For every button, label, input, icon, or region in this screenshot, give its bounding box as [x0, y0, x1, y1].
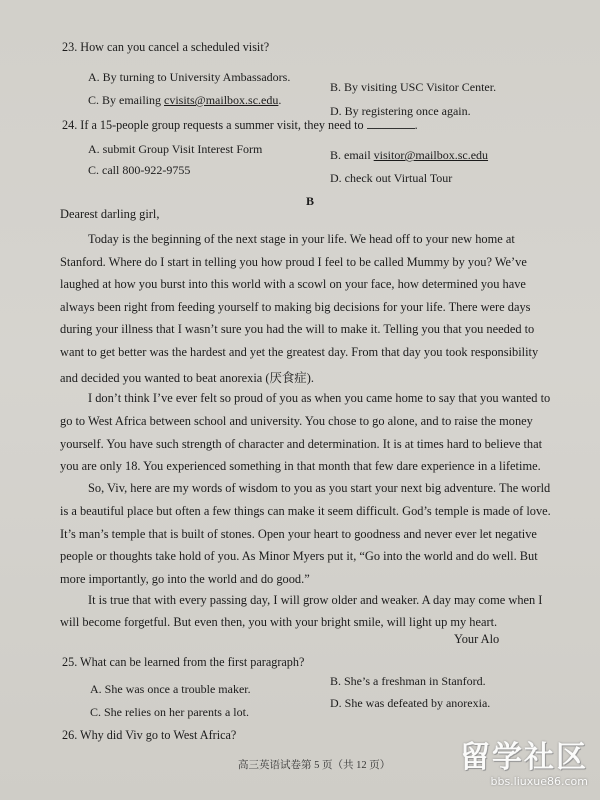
q26-stem: 26. Why did Viv go to West Africa? [62, 728, 237, 742]
letter-line: Stanford. Where do I start in telling you how proud I feel to be called Mummy by you? We’ve [60, 255, 527, 269]
q24-stem [62, 118, 418, 133]
q23-email-link: cvisits@mailbox.sc.edu [164, 93, 279, 107]
letter-line: more importantly, go into the world and do good.” [60, 572, 310, 586]
q24-option-b-prefix: B. email [330, 148, 374, 162]
q24-email-link: visitor@mailbox.sc.edu [373, 148, 489, 162]
watermark-brand: 留学社区 [460, 740, 588, 775]
q23-option-b: B. By visiting USC Visitor Center. [330, 80, 497, 94]
q23-stem: 23. How can you cancel a scheduled visit? [62, 40, 270, 54]
page-footer: 高三英语试卷第 5 页（共 12 页） [238, 760, 391, 771]
letter-line: want to get better was the hardest and yet the greatest day. From that day you took responsibility [60, 345, 539, 359]
letter-line: is a beautiful place but often a few things can make it seem difficult. God’s temple is made of love. [60, 504, 551, 518]
letter-line: I don’t think I’ve ever felt so proud of you as when you came home to say that you wanted to [88, 391, 551, 405]
q24-option-a: A. submit Group Visit Interest Form [88, 142, 263, 156]
letter-line: you are only 18. You experienced something in that month that few dare experience in a lifetime. [60, 459, 541, 473]
letter-line: people or thoughts take hold of you. As Minor Myers put it, “Go into the world and do well. But [60, 549, 538, 563]
q23-option-a: A. By turning to University Ambassadors. [88, 70, 291, 84]
q25-option-b: B. She’s a freshman in Stanford. [330, 674, 486, 688]
letter-line: and decided you wanted to beat anorexia (厌食症). [60, 371, 314, 385]
q24-option-d: D. check out Virtual Tour [330, 171, 453, 185]
letter-line: laughed at how you burst into this world with a scowl on your face, how determined you have [60, 277, 526, 291]
letter-line: go to West Africa between school and university. You chose to go alone, and to raise the money [60, 414, 533, 428]
q25-option-c: C. She relies on her parents a lot. [90, 705, 249, 719]
q25-option-d: D. She was defeated by anorexia. [330, 696, 491, 710]
q24-option-b [330, 148, 488, 163]
q23-option-c [88, 93, 281, 108]
letter-line: yourself. You have such strength of character and determination. It is at times hard to believe that [60, 437, 543, 451]
letter-line: So, Viv, here are my words of wisdom to you as you start your next big adventure. The world [88, 481, 551, 495]
letter-line: It’s man’s temple that is built of stones. Open your heart to goodness and never ever let negative [60, 527, 537, 541]
q24-option-c: C. call 800-922-9755 [88, 163, 191, 177]
letter-salutation: Dearest darling girl, [60, 207, 160, 221]
section-b-heading: B [306, 194, 315, 208]
letter-line: It is true that with every passing day, I will grow older and weaker. A day may come when I [88, 593, 543, 607]
q25-option-a: A. She was once a trouble maker. [90, 682, 251, 696]
letter-line: always been right from feeding yourself to making big decisions for your life. There were days [60, 300, 531, 314]
letter-line: Today is the beginning of the next stage in your life. We head off to your new home at [88, 232, 515, 246]
watermark-url: bbs.liuxue86.com [490, 775, 588, 788]
letter-line: will become forgetful. But even then, you with your bright smile, will light up my heart. [60, 615, 498, 629]
watermark [460, 740, 588, 788]
answer-blank [367, 118, 415, 129]
q23-option-c-prefix: C. By emailing [88, 93, 164, 107]
letter-line: during your illness that I wasn’t sure you had the will to make it. Telling you that you needed to [60, 322, 535, 336]
q25-stem: 25. What can be learned from the first paragraph? [62, 655, 305, 669]
q23-option-c-suffix: . [278, 93, 282, 107]
q24-stem-text: 24. If a 15-people group requests a summer visit, they need to [62, 118, 364, 132]
q24-stem-end: . [414, 118, 418, 132]
letter-signature: Your Alo [454, 632, 500, 646]
q23-option-d: D. By registering once again. [330, 104, 471, 118]
